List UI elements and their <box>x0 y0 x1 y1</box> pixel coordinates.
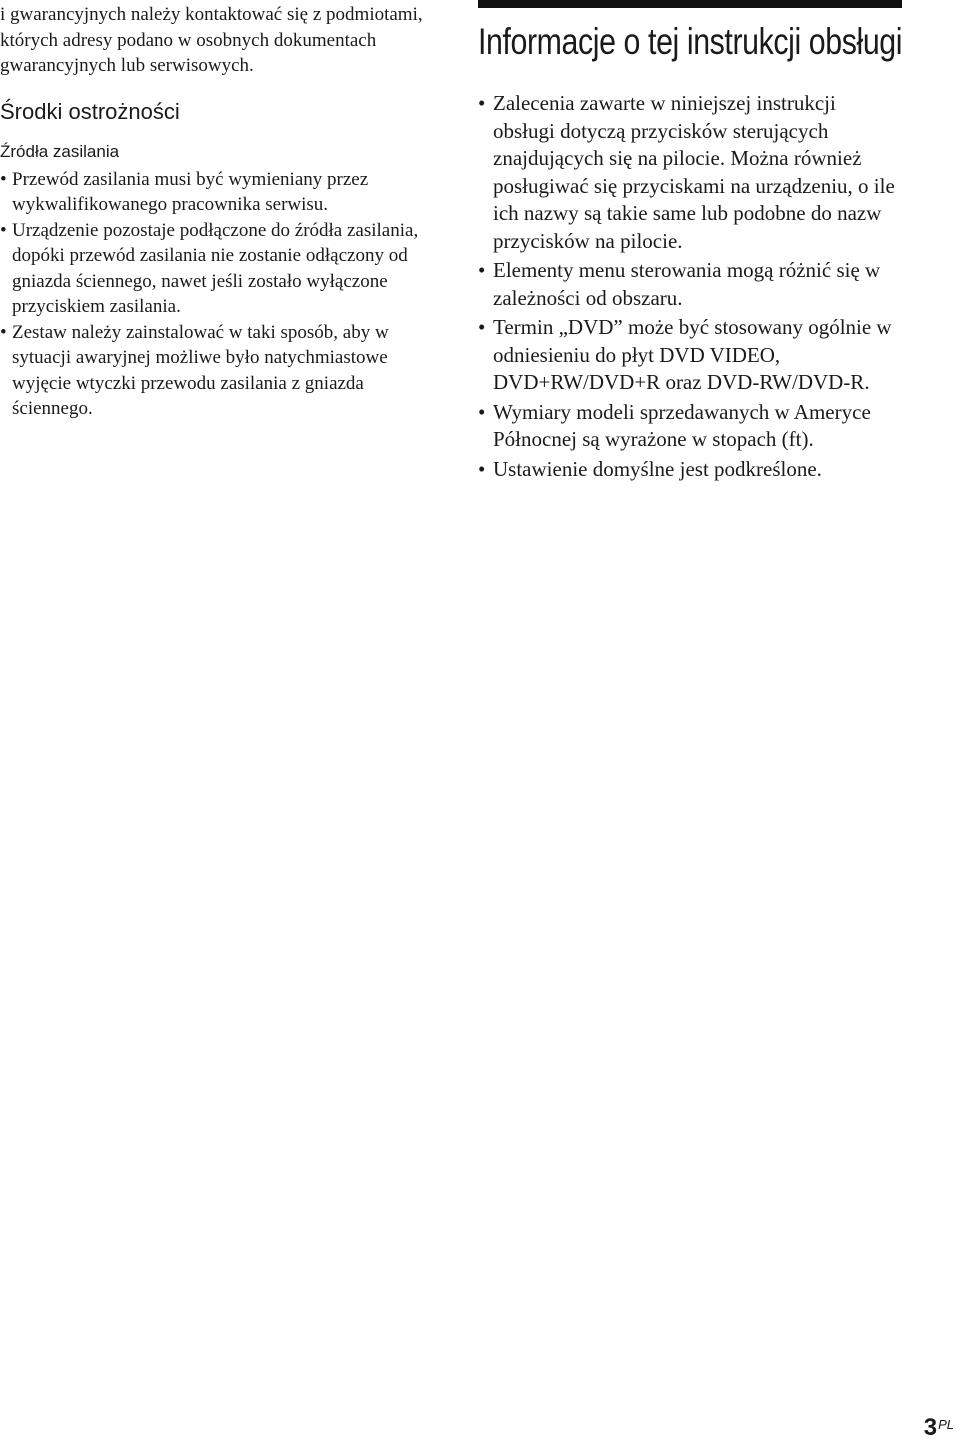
list-item <box>478 456 902 484</box>
list-item-text: Urządzenie pozostaje podłączone do źródła zasilania, dopóki przewód zasilania nie zostanie odłączony od gniazda ściennego, nawet jeśli zostało wyłączone przyciskiem zasilania. <box>12 219 419 317</box>
list-item-text: Wymiary modeli sprzedawanych w Ameryce Północnej są wyrażone w stopach (ft). <box>493 399 871 451</box>
list-item-text: Ustawienie domyślne jest podkreślone. <box>493 456 822 481</box>
list-item <box>0 167 440 218</box>
bullet-icon: • <box>478 91 486 115</box>
list-item <box>0 218 440 320</box>
list-item <box>478 314 902 397</box>
bullet-icon: • <box>0 321 7 343</box>
list-item-text: Zestaw należy zainstalować w taki sposób, aby w sytuacji awaryjnej możliwe było natychmiastowe wyjęcie wtyczki przewodu zasilania z gniazda ściennego. <box>12 321 389 419</box>
section-heading: Środki ostrożności <box>0 98 180 124</box>
bullet-icon: • <box>478 399 486 424</box>
page-number <box>924 1410 954 1443</box>
list-item-text: Zalecenia zawarte w niniejszej instrukcji obsługi dotyczą przycisków sterujących znajdujących się na pilocie. Można również posługiwać się przyciskami na urządzeniu, o ile ich nazwy są takie same lub podobne do nazw przycisków na pilocie. <box>493 91 895 253</box>
list-item <box>0 320 440 422</box>
bullet-icon: • <box>478 315 486 339</box>
precautions-list <box>0 167 440 422</box>
bullet-icon: • <box>0 168 7 190</box>
sub-heading: Źródła zasilania <box>0 141 120 161</box>
list-item <box>478 399 902 454</box>
list-item-text: Termin „DVD” może być stosowany ogólnie w odniesieniu do płyt DVD VIDEO, DVD+RW/DVD+R oraz DVD-RW/DVD-R. <box>493 315 892 394</box>
manual-info-list <box>478 90 902 483</box>
bullet-icon: • <box>478 456 486 481</box>
left-column <box>0 2 440 422</box>
language-code: PL <box>938 1417 954 1432</box>
section-rule <box>478 0 902 8</box>
list-item-text: Elementy menu sterowania mogą różnić się w zależności od obszaru. <box>493 258 881 310</box>
bullet-icon: • <box>478 258 486 282</box>
page-title: Informacje o tej instrukcji obsługi <box>478 21 903 62</box>
bullet-icon: • <box>0 219 7 241</box>
list-item-text: Przewód zasilania musi być wymieniany przez wykwalifikowanego pracownika serwisu. <box>12 168 369 215</box>
right-column <box>478 0 902 485</box>
intro-paragraph: i gwarancyjnych należy kontaktować się z podmiotami, których adresy podano w osobnych dokumentach gwarancyjnych lub serwisowych. <box>0 4 423 76</box>
page-number-value: 3 <box>923 1414 938 1441</box>
list-item <box>478 257 902 312</box>
list-item <box>478 90 902 255</box>
